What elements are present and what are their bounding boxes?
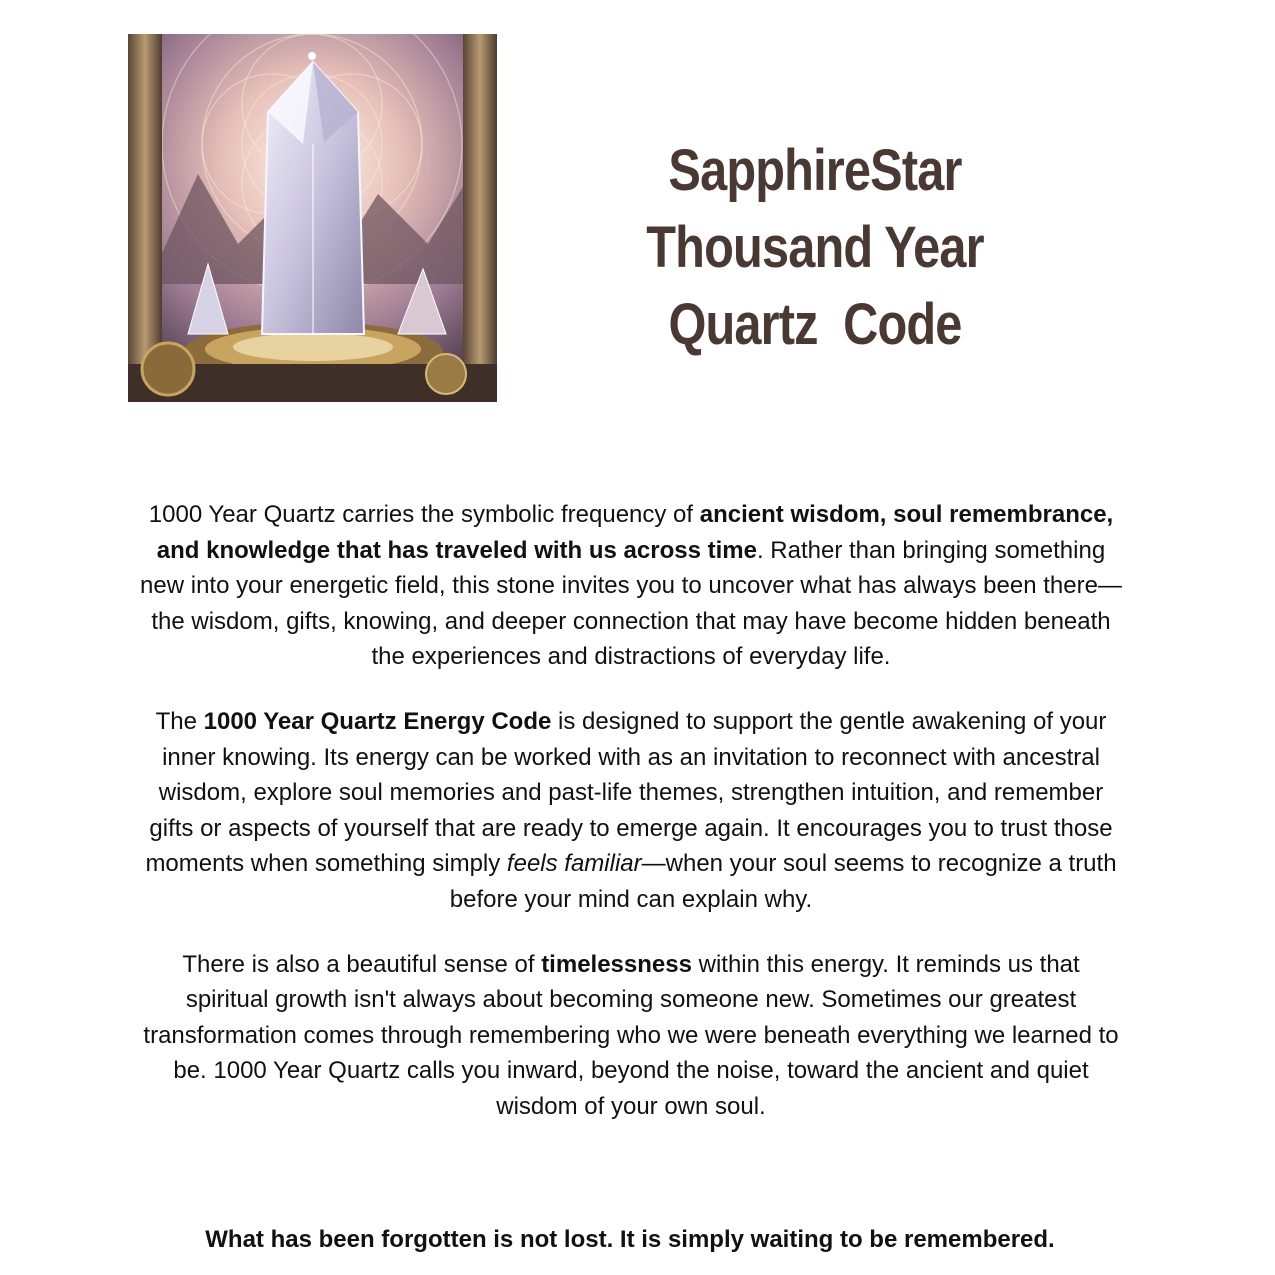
paragraph-3-text-b: within this energy. It reminds us that spiritual growth isn't always about becoming someone new. Sometimes our greatest transformation comes through remembering who we were beneath everything we learned to be. 1000 Year Quartz calls you inward, beyond the noise, toward the ancient and quiet wisdom of your own soul. — [143, 950, 1119, 1120]
crystal-quartz-icon — [128, 34, 497, 402]
paragraph-3-text-a: There is also a beautiful sense of — [182, 950, 542, 978]
paragraph-1-bold: ancient wisdom, soul remembrance, and knowledge that has traveled with us across time — [156, 501, 1114, 564]
paragraph-1-text-b: . Rather than bringing something new into your energetic field, this stone invites you to uncover what has always been there—the wisdom, gifts, knowing, and deeper connection that may have become hidden beneath the experiences and distractions of everyday life. — [140, 536, 1122, 671]
title-line-3: Quartz Code — [668, 292, 962, 357]
paragraph-3 — [138, 947, 1124, 1125]
paragraph-2-text-a: The — [155, 707, 204, 735]
crystal-artwork — [128, 34, 497, 402]
closing-statement: What has been forgotten is not lost. It is simply waiting to be remembered. — [205, 1226, 1055, 1253]
paragraph-3-bold: timelessness — [541, 950, 692, 978]
paragraph-2-italic: feels familiar — [506, 850, 642, 878]
paragraph-1-text-a: 1000 Year Quartz carries the symbolic frequency of — [148, 501, 700, 528]
title-line-1: SapphireStar — [668, 138, 962, 203]
paragraph-2-text-b: is designed to support the gentle awakening of your inner knowing. Its energy can be worked with as an invitation to reconnect with ancestral wisdom, explore soul memories and past-life themes, strengthen intuition, and remember gifts or aspects of yourself that are ready to emerge again. It encourages you to trust those moments when something simply — [145, 707, 1113, 878]
paragraph-2-bold: 1000 Year Quartz Energy Code — [203, 707, 552, 735]
page-title — [634, 132, 995, 363]
paragraph-2 — [138, 704, 1124, 918]
title-line-2: Thousand Year — [646, 215, 984, 280]
description-body — [138, 497, 1124, 1154]
paragraph-2-text-c: —when your soul seems to recognize a truth before your mind can explain why. — [449, 850, 1117, 913]
paragraph-1 — [138, 497, 1124, 675]
